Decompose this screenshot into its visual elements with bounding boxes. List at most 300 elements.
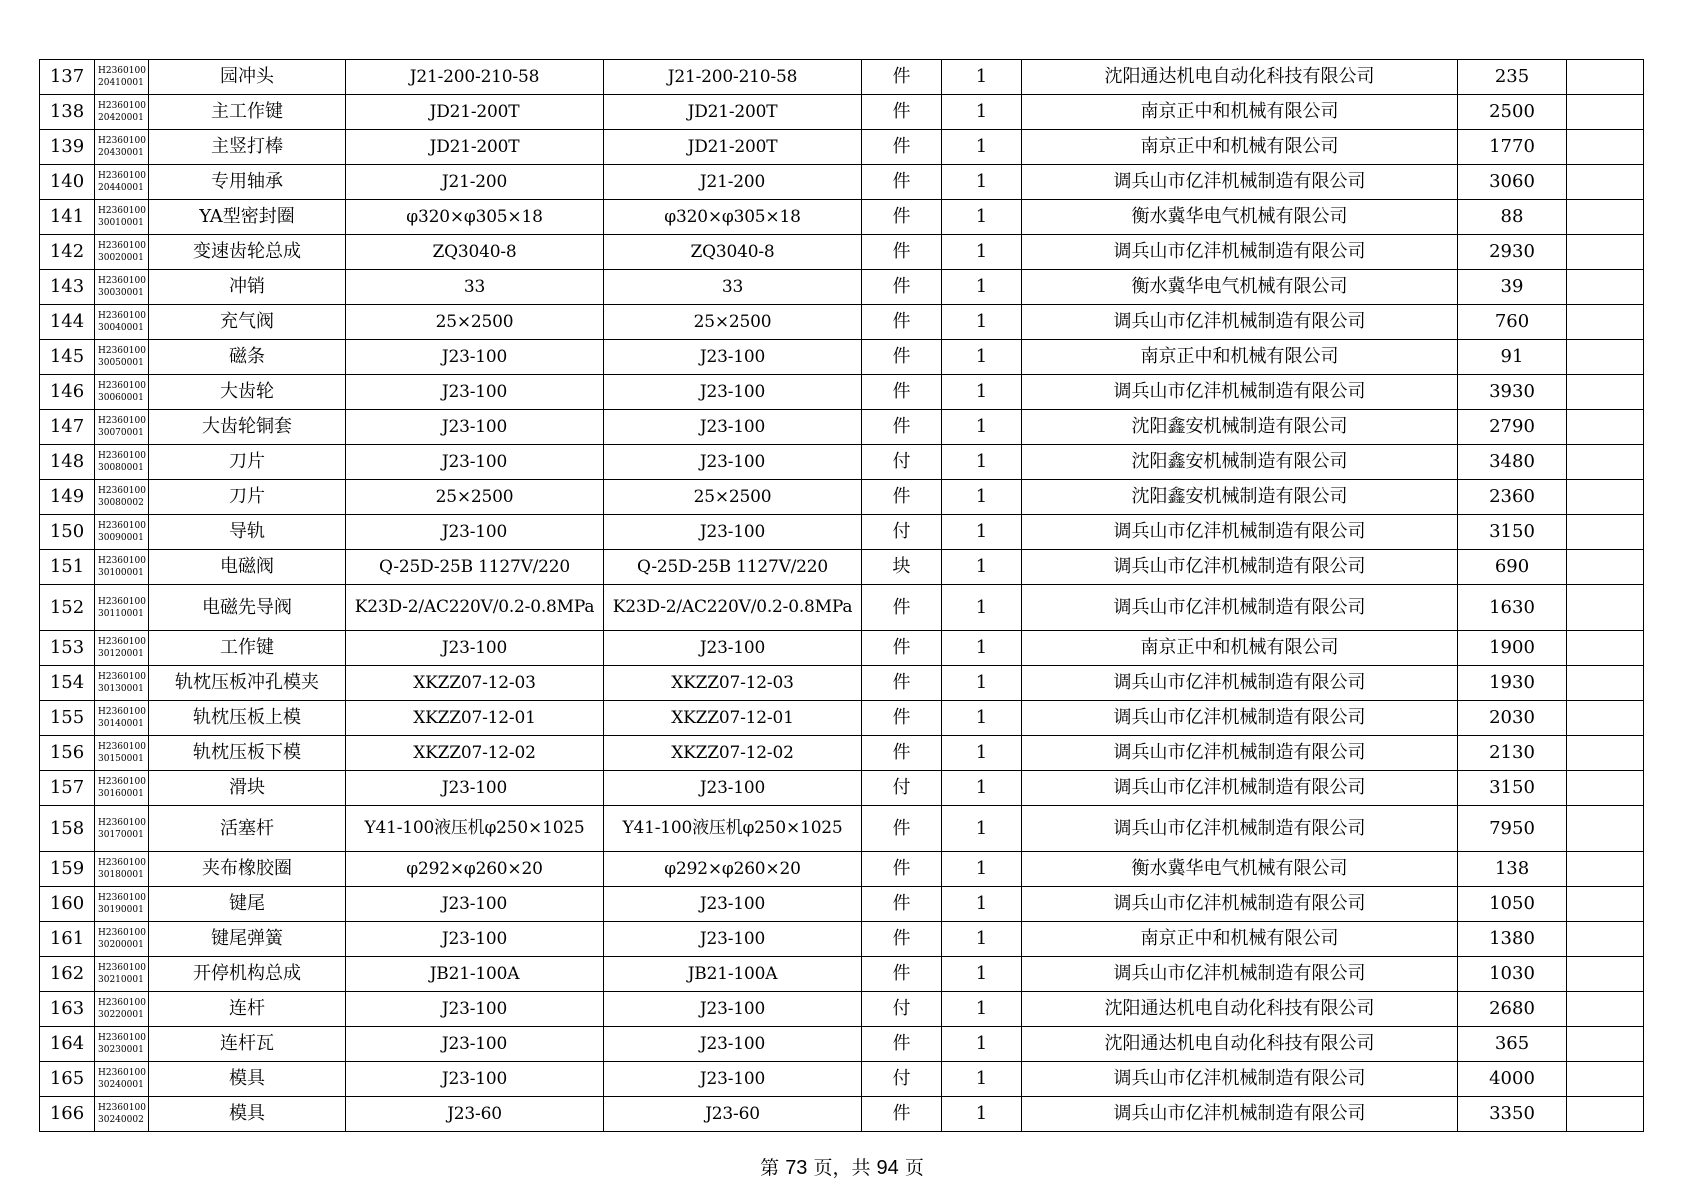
cell-code <box>95 410 149 445</box>
table-row <box>40 130 1644 165</box>
cell-name: 主工作键 <box>149 95 346 130</box>
cell-model: J23-100 <box>604 631 862 666</box>
cell-unit: 件 <box>862 1097 942 1132</box>
cell-supplier: 调兵山市亿沣机械制造有限公司 <box>1022 1097 1458 1132</box>
cell-qty: 1 <box>942 550 1022 585</box>
cell-seq: 166 <box>40 1097 95 1132</box>
cell-code-part: H2360100 <box>98 893 146 903</box>
cell-seq: 149 <box>40 480 95 515</box>
cell-note <box>1567 445 1644 480</box>
cell-code <box>95 771 149 806</box>
cell-model: 33 <box>604 270 862 305</box>
cell-qty: 1 <box>942 1062 1022 1097</box>
cell-code <box>95 701 149 736</box>
cell-spec: 25×2500 <box>346 480 604 515</box>
cell-name: 键尾 <box>149 887 346 922</box>
cell-spec: XKZZ07-12-02 <box>346 736 604 771</box>
cell-code-part: 30200001 <box>98 940 144 950</box>
cell-supplier: 沈阳鑫安机械制造有限公司 <box>1022 445 1458 480</box>
cell-code <box>95 666 149 701</box>
cell-qty: 1 <box>942 701 1022 736</box>
cell-code-part: 30170001 <box>98 829 144 840</box>
cell-name: 磁条 <box>149 340 346 375</box>
cell-note <box>1567 340 1644 375</box>
cell-model: J23-100 <box>604 887 862 922</box>
cell-code-part: H2360100 <box>98 241 146 251</box>
cell-model: J23-100 <box>604 1062 862 1097</box>
cell-code-part: 20410001 <box>98 78 144 88</box>
cell-qty: 1 <box>942 515 1022 550</box>
cell-unit: 件 <box>862 957 942 992</box>
cell-note <box>1567 375 1644 410</box>
table-row <box>40 375 1644 410</box>
cell-unit: 件 <box>862 631 942 666</box>
cell-unit: 件 <box>862 375 942 410</box>
cell-unit: 件 <box>862 701 942 736</box>
cell-note <box>1567 480 1644 515</box>
cell-spec: Q-25D-25B 1127V/220 <box>346 550 604 585</box>
cell-price: 2680 <box>1458 992 1567 1027</box>
cell-qty: 1 <box>942 585 1022 631</box>
cell-unit: 件 <box>862 305 942 340</box>
table-row <box>40 340 1644 375</box>
cell-code-part: 30030001 <box>98 288 144 298</box>
cell-code-part: H2360100 <box>98 451 146 461</box>
cell-note <box>1567 270 1644 305</box>
cell-code-part: H2360100 <box>98 1103 146 1113</box>
table-row <box>40 806 1644 852</box>
cell-unit: 件 <box>862 340 942 375</box>
cell-code-part: H2360100 <box>98 777 146 787</box>
cell-code-part: 30010001 <box>98 218 144 228</box>
cell-code <box>95 95 149 130</box>
cell-qty: 1 <box>942 806 1022 852</box>
cell-code-part: H2360100 <box>98 596 146 607</box>
cell-model: XKZZ07-12-01 <box>604 701 862 736</box>
cell-price: 2130 <box>1458 736 1567 771</box>
cell-name: 电磁阀 <box>149 550 346 585</box>
cell-price: 4000 <box>1458 1062 1567 1097</box>
cell-note <box>1567 60 1644 95</box>
cell-code-part: 30040001 <box>98 323 144 333</box>
cell-code-part: 30080002 <box>98 498 144 508</box>
table-row <box>40 701 1644 736</box>
cell-supplier: 调兵山市亿沣机械制造有限公司 <box>1022 701 1458 736</box>
cell-code-part: H2360100 <box>98 206 146 216</box>
cell-qty: 1 <box>942 340 1022 375</box>
cell-code-part: H2360100 <box>98 858 146 868</box>
cell-code-part: 30240002 <box>98 1115 144 1125</box>
price-table <box>39 59 1644 1132</box>
cell-price: 3060 <box>1458 165 1567 200</box>
cell-price: 88 <box>1458 200 1567 235</box>
cell-note <box>1567 410 1644 445</box>
cell-price: 1900 <box>1458 631 1567 666</box>
table-row <box>40 200 1644 235</box>
table-row <box>40 515 1644 550</box>
cell-seq: 151 <box>40 550 95 585</box>
cell-code-part: 30190001 <box>98 905 144 915</box>
cell-unit: 件 <box>862 235 942 270</box>
cell-code-part: 30080001 <box>98 463 144 473</box>
cell-name: 连杆 <box>149 992 346 1027</box>
cell-note <box>1567 235 1644 270</box>
cell-supplier: 南京正中和机械有限公司 <box>1022 631 1458 666</box>
cell-spec: XKZZ07-12-03 <box>346 666 604 701</box>
cell-code <box>95 515 149 550</box>
cell-supplier: 调兵山市亿沣机械制造有限公司 <box>1022 771 1458 806</box>
cell-unit: 付 <box>862 992 942 1027</box>
cell-supplier: 调兵山市亿沣机械制造有限公司 <box>1022 235 1458 270</box>
cell-code-part: 30060001 <box>98 393 144 403</box>
table-row <box>40 235 1644 270</box>
cell-code-part: 30140001 <box>98 719 144 729</box>
cell-seq: 144 <box>40 305 95 340</box>
table-row <box>40 1097 1644 1132</box>
cell-name: 主竖打棒 <box>149 130 346 165</box>
cell-name: 模具 <box>149 1062 346 1097</box>
table-body <box>40 60 1644 1132</box>
cell-seq: 155 <box>40 701 95 736</box>
cell-name: 刀片 <box>149 480 346 515</box>
cell-qty: 1 <box>942 957 1022 992</box>
cell-spec: J23-100 <box>346 375 604 410</box>
cell-qty: 1 <box>942 165 1022 200</box>
cell-qty: 1 <box>942 771 1022 806</box>
cell-name: 轨枕压板上模 <box>149 701 346 736</box>
cell-seq: 163 <box>40 992 95 1027</box>
cell-seq: 137 <box>40 60 95 95</box>
cell-code-part: H2360100 <box>98 672 146 682</box>
cell-seq: 161 <box>40 922 95 957</box>
table-row <box>40 60 1644 95</box>
cell-name: YA型密封圈 <box>149 200 346 235</box>
cell-price: 1770 <box>1458 130 1567 165</box>
cell-spec: φ292×φ260×20 <box>346 852 604 887</box>
cell-model: J23-100 <box>604 340 862 375</box>
cell-supplier: 沈阳鑫安机械制造有限公司 <box>1022 480 1458 515</box>
cell-spec: K23D-2/AC220V/0.2-0.8MPa <box>346 585 604 631</box>
table-row <box>40 585 1644 631</box>
cell-code <box>95 375 149 410</box>
cell-spec: 25×2500 <box>346 305 604 340</box>
cell-code-part: H2360100 <box>98 742 146 752</box>
cell-spec: JD21-200T <box>346 130 604 165</box>
cell-name: 园冲头 <box>149 60 346 95</box>
cell-supplier: 南京正中和机械有限公司 <box>1022 95 1458 130</box>
cell-supplier: 调兵山市亿沣机械制造有限公司 <box>1022 1062 1458 1097</box>
cell-model: J23-100 <box>604 992 862 1027</box>
cell-note <box>1567 95 1644 130</box>
cell-seq: 139 <box>40 130 95 165</box>
cell-supplier: 调兵山市亿沣机械制造有限公司 <box>1022 550 1458 585</box>
cell-spec: J23-100 <box>346 922 604 957</box>
cell-code-part: 30210001 <box>98 975 144 985</box>
cell-code-part: H2360100 <box>98 707 146 717</box>
cell-supplier: 衡水冀华电气机械有限公司 <box>1022 270 1458 305</box>
cell-qty: 1 <box>942 992 1022 1027</box>
cell-price: 2930 <box>1458 235 1567 270</box>
cell-price: 7950 <box>1458 806 1567 852</box>
cell-qty: 1 <box>942 60 1022 95</box>
cell-price: 1050 <box>1458 887 1567 922</box>
cell-code-part: 30220001 <box>98 1010 144 1020</box>
cell-price: 690 <box>1458 550 1567 585</box>
cell-code-part: 30100001 <box>98 568 144 578</box>
cell-code <box>95 270 149 305</box>
cell-name: 电磁先导阀 <box>149 585 346 631</box>
cell-qty: 1 <box>942 305 1022 340</box>
cell-code-part: H2360100 <box>98 556 146 566</box>
cell-seq: 157 <box>40 771 95 806</box>
table-row <box>40 445 1644 480</box>
cell-note <box>1567 806 1644 852</box>
cell-seq: 158 <box>40 806 95 852</box>
cell-unit: 件 <box>862 270 942 305</box>
cell-name: 变速齿轮总成 <box>149 235 346 270</box>
cell-qty: 1 <box>942 200 1022 235</box>
cell-spec: J23-100 <box>346 771 604 806</box>
cell-supplier: 衡水冀华电气机械有限公司 <box>1022 852 1458 887</box>
cell-spec: J23-100 <box>346 887 604 922</box>
table-row <box>40 631 1644 666</box>
cell-spec: 33 <box>346 270 604 305</box>
cell-price: 1630 <box>1458 585 1567 631</box>
cell-model: J23-100 <box>604 410 862 445</box>
cell-note <box>1567 1097 1644 1132</box>
current-page-number: 73 <box>785 1157 808 1179</box>
cell-price: 3930 <box>1458 375 1567 410</box>
cell-supplier: 衡水冀华电气机械有限公司 <box>1022 200 1458 235</box>
cell-spec: J23-100 <box>346 410 604 445</box>
cell-qty: 1 <box>942 270 1022 305</box>
cell-model: XKZZ07-12-03 <box>604 666 862 701</box>
cell-model: J23-60 <box>604 1097 862 1132</box>
footer-suffix: 页 <box>904 1157 924 1179</box>
cell-note <box>1567 666 1644 701</box>
cell-unit: 件 <box>862 806 942 852</box>
cell-supplier: 调兵山市亿沣机械制造有限公司 <box>1022 666 1458 701</box>
cell-code <box>95 480 149 515</box>
cell-code <box>95 305 149 340</box>
cell-price: 1380 <box>1458 922 1567 957</box>
cell-code <box>95 550 149 585</box>
cell-code <box>95 235 149 270</box>
cell-model: ZQ3040-8 <box>604 235 862 270</box>
cell-supplier: 调兵山市亿沣机械制造有限公司 <box>1022 957 1458 992</box>
cell-note <box>1567 200 1644 235</box>
cell-seq: 164 <box>40 1027 95 1062</box>
cell-model: Q-25D-25B 1127V/220 <box>604 550 862 585</box>
cell-seq: 140 <box>40 165 95 200</box>
cell-qty: 1 <box>942 375 1022 410</box>
cell-unit: 件 <box>862 200 942 235</box>
cell-qty: 1 <box>942 852 1022 887</box>
cell-name: 连杆瓦 <box>149 1027 346 1062</box>
cell-code <box>95 200 149 235</box>
cell-name: 导轨 <box>149 515 346 550</box>
cell-code <box>95 1062 149 1097</box>
cell-note <box>1567 165 1644 200</box>
cell-supplier: 调兵山市亿沣机械制造有限公司 <box>1022 305 1458 340</box>
cell-code-part: H2360100 <box>98 998 146 1008</box>
cell-code-part: H2360100 <box>98 1033 146 1043</box>
cell-code-part: H2360100 <box>98 1068 146 1078</box>
cell-model: φ320×φ305×18 <box>604 200 862 235</box>
cell-name: 刀片 <box>149 445 346 480</box>
cell-code-part: 20440001 <box>98 183 144 193</box>
cell-unit: 件 <box>862 1027 942 1062</box>
cell-seq: 138 <box>40 95 95 130</box>
cell-seq: 147 <box>40 410 95 445</box>
cell-spec: J23-100 <box>346 1027 604 1062</box>
cell-code <box>95 806 149 852</box>
cell-model: J23-100 <box>604 445 862 480</box>
cell-code-part: H2360100 <box>98 136 146 146</box>
cell-code-part: H2360100 <box>98 311 146 321</box>
cell-name: 轨枕压板下模 <box>149 736 346 771</box>
cell-spec: J23-100 <box>346 631 604 666</box>
cell-code <box>95 922 149 957</box>
cell-unit: 件 <box>862 410 942 445</box>
cell-code <box>95 736 149 771</box>
cell-code-part: 30230001 <box>98 1045 144 1055</box>
cell-code-part: 30130001 <box>98 684 144 694</box>
cell-supplier: 调兵山市亿沣机械制造有限公司 <box>1022 375 1458 410</box>
cell-spec: Y41-100液压机φ250×1025 <box>346 806 604 852</box>
table-row <box>40 410 1644 445</box>
cell-code-part: H2360100 <box>98 276 146 286</box>
cell-code <box>95 852 149 887</box>
cell-code <box>95 1097 149 1132</box>
cell-unit: 付 <box>862 445 942 480</box>
cell-price: 3150 <box>1458 771 1567 806</box>
cell-note <box>1567 550 1644 585</box>
cell-price: 138 <box>1458 852 1567 887</box>
table-row <box>40 165 1644 200</box>
cell-unit: 付 <box>862 771 942 806</box>
cell-qty: 1 <box>942 922 1022 957</box>
table-row <box>40 1062 1644 1097</box>
cell-code-part: H2360100 <box>98 486 146 496</box>
cell-price: 3350 <box>1458 1097 1567 1132</box>
cell-supplier: 调兵山市亿沣机械制造有限公司 <box>1022 165 1458 200</box>
cell-model: φ292×φ260×20 <box>604 852 862 887</box>
cell-name: 冲销 <box>149 270 346 305</box>
cell-spec: φ320×φ305×18 <box>346 200 604 235</box>
cell-code <box>95 165 149 200</box>
cell-code-part: H2360100 <box>98 416 146 426</box>
cell-spec: J21-200 <box>346 165 604 200</box>
cell-unit: 件 <box>862 736 942 771</box>
cell-model: 25×2500 <box>604 480 862 515</box>
cell-price: 2030 <box>1458 701 1567 736</box>
cell-code-part: 30150001 <box>98 754 144 764</box>
cell-seq: 150 <box>40 515 95 550</box>
cell-model: J23-100 <box>604 375 862 410</box>
table-row <box>40 270 1644 305</box>
cell-spec: J23-100 <box>346 445 604 480</box>
cell-seq: 165 <box>40 1062 95 1097</box>
cell-note <box>1567 771 1644 806</box>
cell-spec: JD21-200T <box>346 95 604 130</box>
cell-note <box>1567 1062 1644 1097</box>
cell-code-part: H2360100 <box>98 521 146 531</box>
cell-unit: 付 <box>862 1062 942 1097</box>
cell-qty: 1 <box>942 410 1022 445</box>
cell-note <box>1567 631 1644 666</box>
cell-seq: 141 <box>40 200 95 235</box>
cell-name: 专用轴承 <box>149 165 346 200</box>
cell-qty: 1 <box>942 887 1022 922</box>
cell-code-part: 30160001 <box>98 789 144 799</box>
cell-seq: 148 <box>40 445 95 480</box>
cell-unit: 件 <box>862 585 942 631</box>
cell-model: Y41-100液压机φ250×1025 <box>604 806 862 852</box>
cell-price: 235 <box>1458 60 1567 95</box>
cell-qty: 1 <box>942 130 1022 165</box>
cell-note <box>1567 130 1644 165</box>
cell-seq: 156 <box>40 736 95 771</box>
cell-model: JD21-200T <box>604 95 862 130</box>
cell-code <box>95 631 149 666</box>
page-footer <box>0 1153 1684 1180</box>
cell-code-part: H2360100 <box>98 817 146 828</box>
table-row <box>40 852 1644 887</box>
cell-qty: 1 <box>942 736 1022 771</box>
cell-qty: 1 <box>942 666 1022 701</box>
cell-code-part: 30110001 <box>98 608 144 619</box>
cell-code-part: 30050001 <box>98 358 144 368</box>
cell-spec: J23-100 <box>346 515 604 550</box>
cell-name: 夹布橡胶圈 <box>149 852 346 887</box>
cell-model: J23-100 <box>604 1027 862 1062</box>
cell-code-part: 20430001 <box>98 148 144 158</box>
cell-spec: J23-100 <box>346 1062 604 1097</box>
cell-code-part: H2360100 <box>98 346 146 356</box>
cell-spec: JB21-100A <box>346 957 604 992</box>
cell-code <box>95 992 149 1027</box>
cell-name: 大齿轮 <box>149 375 346 410</box>
cell-spec: XKZZ07-12-01 <box>346 701 604 736</box>
cell-model: JB21-100A <box>604 957 862 992</box>
cell-code-part: 30090001 <box>98 533 144 543</box>
cell-unit: 块 <box>862 550 942 585</box>
cell-note <box>1567 852 1644 887</box>
cell-seq: 162 <box>40 957 95 992</box>
cell-model: XKZZ07-12-02 <box>604 736 862 771</box>
cell-note <box>1567 515 1644 550</box>
table-row <box>40 887 1644 922</box>
cell-supplier: 南京正中和机械有限公司 <box>1022 340 1458 375</box>
cell-seq: 159 <box>40 852 95 887</box>
cell-code-part: H2360100 <box>98 381 146 391</box>
cell-price: 2500 <box>1458 95 1567 130</box>
cell-unit: 件 <box>862 887 942 922</box>
cell-spec: J21-200-210-58 <box>346 60 604 95</box>
cell-code-part: 30240001 <box>98 1080 144 1090</box>
cell-qty: 1 <box>942 631 1022 666</box>
cell-unit: 件 <box>862 165 942 200</box>
cell-model: J23-100 <box>604 515 862 550</box>
cell-name: 充气阀 <box>149 305 346 340</box>
cell-price: 2790 <box>1458 410 1567 445</box>
table-row <box>40 922 1644 957</box>
cell-price: 3480 <box>1458 445 1567 480</box>
cell-supplier: 沈阳通达机电自动化科技有限公司 <box>1022 1027 1458 1062</box>
cell-seq: 152 <box>40 585 95 631</box>
cell-name: 滑块 <box>149 771 346 806</box>
